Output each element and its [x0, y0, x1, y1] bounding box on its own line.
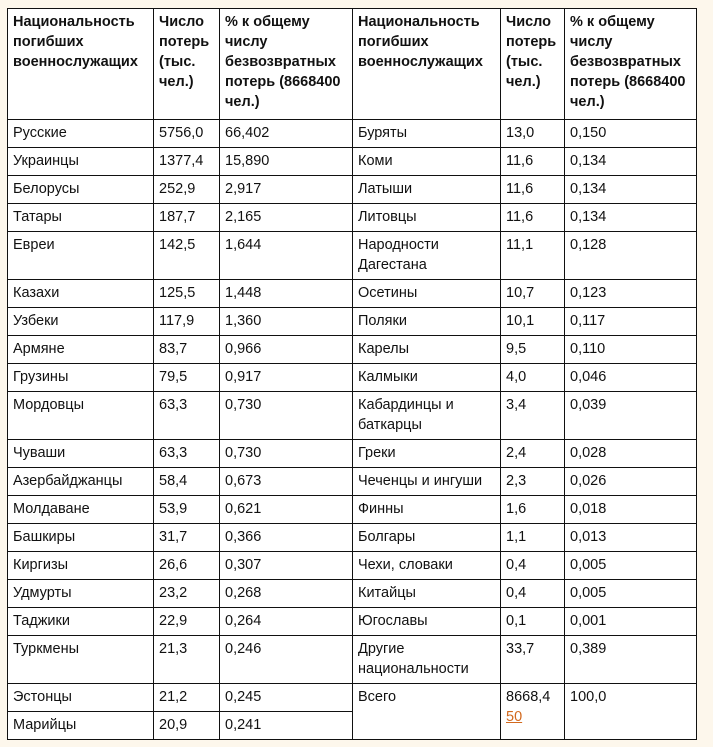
losses-cell: 125,5 — [154, 280, 220, 308]
losses-cell — [501, 120, 565, 148]
percent-cell: 0,123 — [565, 280, 697, 308]
losses-cell: 5756,0 — [154, 120, 220, 148]
nationality-cell: Калмыки — [353, 364, 501, 392]
nationality-cell: Кабардинцы и баткарцы — [353, 392, 501, 440]
losses-value: 1,6 — [506, 501, 527, 517]
table-row — [8, 204, 697, 232]
nationality-cell: Казахи — [8, 280, 154, 308]
table-row — [8, 440, 697, 468]
percent-cell: 0,013 — [565, 524, 697, 552]
losses-value: 11,1 — [506, 237, 534, 253]
percent-cell: 100,0 — [565, 684, 697, 740]
header-losses: Число потерь (тыс. чел.) — [154, 9, 220, 120]
percent-cell: 1,448 — [220, 280, 353, 308]
losses-cell: 63,3 — [154, 440, 220, 468]
header-row — [8, 9, 697, 120]
nationality-cell: Югославы — [353, 608, 501, 636]
percent-cell: 0,134 — [565, 176, 697, 204]
nationality-cell: Коми — [353, 148, 501, 176]
losses-cell — [501, 524, 565, 552]
percent-cell: 0,730 — [220, 392, 353, 440]
nationality-cell: Чуваши — [8, 440, 154, 468]
percent-cell: 0,917 — [220, 364, 353, 392]
table-row — [8, 148, 697, 176]
nationality-cell: Туркмены — [8, 636, 154, 684]
percent-cell: 0,134 — [565, 148, 697, 176]
table-row — [8, 608, 697, 636]
losses-cell — [501, 148, 565, 176]
percent-cell: 0,366 — [220, 524, 353, 552]
nationality-cell: Башкиры — [8, 524, 154, 552]
losses-cell — [501, 684, 565, 740]
nationality-cell: Латыши — [353, 176, 501, 204]
footnote-link[interactable]: 50 — [506, 709, 523, 725]
percent-cell: 0,245 — [220, 684, 353, 712]
losses-cell: 53,9 — [154, 496, 220, 524]
percent-cell: 0,134 — [565, 204, 697, 232]
losses-value: 3,4 — [506, 397, 527, 413]
header-percent: % к общему числу безвозвратных потерь (8668400 чел.) — [565, 9, 697, 120]
percent-cell: 0,110 — [565, 336, 697, 364]
percent-cell: 0,150 — [565, 120, 697, 148]
nationality-cell: Поляки — [353, 308, 501, 336]
nationality-cell: Грузины — [8, 364, 154, 392]
header-nationality: Национальность погибших военнослужащих — [353, 9, 501, 120]
losses-cell — [501, 232, 565, 280]
table-row — [8, 308, 697, 336]
losses-cell: 79,5 — [154, 364, 220, 392]
percent-cell: 0,005 — [565, 552, 697, 580]
table-row — [8, 468, 697, 496]
header-nationality: Национальность погибших военнослужащих — [8, 9, 154, 120]
table-row — [8, 336, 697, 364]
losses-value: 2,4 — [506, 445, 527, 461]
table-row — [8, 524, 697, 552]
percent-cell: 0,307 — [220, 552, 353, 580]
losses-value: 1,1 — [506, 529, 527, 545]
losses-cell — [501, 364, 565, 392]
losses-value: 8668,4 — [506, 689, 551, 705]
losses-cell: 117,9 — [154, 308, 220, 336]
nationality-cell: Узбеки — [8, 308, 154, 336]
losses-cell — [501, 608, 565, 636]
nationality-cell: Другие национальности — [353, 636, 501, 684]
losses-cell — [501, 392, 565, 440]
percent-cell: 1,644 — [220, 232, 353, 280]
nationality-cell: Карелы — [353, 336, 501, 364]
percent-cell: 0,389 — [565, 636, 697, 684]
percent-cell: 0,128 — [565, 232, 697, 280]
losses-cell — [501, 580, 565, 608]
table-row — [8, 684, 697, 712]
table-row — [8, 364, 697, 392]
nationality-cell: Марийцы — [8, 712, 154, 740]
percent-cell: 0,673 — [220, 468, 353, 496]
percent-cell: 0,730 — [220, 440, 353, 468]
nationality-cell: Армяне — [8, 336, 154, 364]
table-row — [8, 636, 697, 684]
losses-cell — [501, 308, 565, 336]
nationality-cell: Украинцы — [8, 148, 154, 176]
losses-cell: 63,3 — [154, 392, 220, 440]
losses-value: 11,6 — [506, 209, 534, 225]
table-row — [8, 120, 697, 148]
nationality-cell: Китайцы — [353, 580, 501, 608]
losses-value: 10,7 — [506, 285, 535, 301]
nationality-cell: Чеченцы и ингуши — [353, 468, 501, 496]
losses-cell — [501, 496, 565, 524]
nationality-cell: Азербайджанцы — [8, 468, 154, 496]
losses-cell: 83,7 — [154, 336, 220, 364]
losses-value: 2,3 — [506, 473, 527, 489]
losses-cell: 31,7 — [154, 524, 220, 552]
nationality-cell: Русские — [8, 120, 154, 148]
nationality-cell: Татары — [8, 204, 154, 232]
losses-value: 0,4 — [506, 557, 527, 573]
percent-cell: 0,046 — [565, 364, 697, 392]
table-row — [8, 176, 697, 204]
losses-cell — [501, 204, 565, 232]
nationality-cell: Эстонцы — [8, 684, 154, 712]
nationality-cell: Болгары — [353, 524, 501, 552]
losses-cell — [501, 336, 565, 364]
table-row — [8, 280, 697, 308]
losses-cell: 26,6 — [154, 552, 220, 580]
nationality-cell: Молдаване — [8, 496, 154, 524]
percent-cell: 0,117 — [565, 308, 697, 336]
nationality-cell: Финны — [353, 496, 501, 524]
losses-cell: 20,9 — [154, 712, 220, 740]
nationality-cell: Удмурты — [8, 580, 154, 608]
nationality-cell: Мордовцы — [8, 392, 154, 440]
percent-cell: 0,039 — [565, 392, 697, 440]
losses-cell — [501, 280, 565, 308]
nationality-cell: Буряты — [353, 120, 501, 148]
losses-cell — [501, 552, 565, 580]
losses-cell: 187,7 — [154, 204, 220, 232]
percent-cell: 66,402 — [220, 120, 353, 148]
header-losses: Число потерь (тыс. чел.) — [501, 9, 565, 120]
percent-cell: 2,917 — [220, 176, 353, 204]
percent-cell: 0,028 — [565, 440, 697, 468]
percent-cell: 0,026 — [565, 468, 697, 496]
nationality-cell: Осетины — [353, 280, 501, 308]
losses-cell — [501, 636, 565, 684]
nationality-cell: Всего — [353, 684, 501, 740]
losses-value: 10,1 — [506, 313, 535, 329]
losses-value: 0,1 — [506, 613, 527, 629]
losses-cell: 21,2 — [154, 684, 220, 712]
table-row — [8, 232, 697, 280]
percent-cell: 0,001 — [565, 608, 697, 636]
percent-cell: 0,264 — [220, 608, 353, 636]
nationality-cell: Греки — [353, 440, 501, 468]
header-percent: % к общему числу безвозвратных потерь (8668400 чел.) — [220, 9, 353, 120]
percent-cell: 0,246 — [220, 636, 353, 684]
losses-value: 13,0 — [506, 125, 535, 141]
losses-cell — [501, 440, 565, 468]
losses-value: 0,4 — [506, 585, 527, 601]
percent-cell: 0,241 — [220, 712, 353, 740]
losses-by-nationality-table — [7, 8, 697, 740]
losses-value: 4,0 — [506, 369, 527, 385]
nationality-cell: Белорусы — [8, 176, 154, 204]
losses-cell: 58,4 — [154, 468, 220, 496]
losses-cell: 21,3 — [154, 636, 220, 684]
table-row — [8, 552, 697, 580]
percent-cell: 0,621 — [220, 496, 353, 524]
percent-cell: 15,890 — [220, 148, 353, 176]
percent-cell: 0,018 — [565, 496, 697, 524]
losses-value: 33,7 — [506, 641, 535, 657]
losses-cell: 142,5 — [154, 232, 220, 280]
percent-cell: 0,005 — [565, 580, 697, 608]
percent-cell: 2,165 — [220, 204, 353, 232]
losses-cell: 252,9 — [154, 176, 220, 204]
nationality-cell: Чехи, словаки — [353, 552, 501, 580]
losses-value: 11,6 — [506, 153, 534, 169]
losses-cell — [501, 468, 565, 496]
nationality-cell: Таджики — [8, 608, 154, 636]
losses-cell: 1377,4 — [154, 148, 220, 176]
losses-cell: 22,9 — [154, 608, 220, 636]
losses-value: 11,6 — [506, 181, 534, 197]
percent-cell: 0,966 — [220, 336, 353, 364]
percent-cell: 0,268 — [220, 580, 353, 608]
nationality-cell: Евреи — [8, 232, 154, 280]
losses-cell: 23,2 — [154, 580, 220, 608]
table-row — [8, 580, 697, 608]
nationality-cell: Народности Дагестана — [353, 232, 501, 280]
nationality-cell: Литовцы — [353, 204, 501, 232]
percent-cell: 1,360 — [220, 308, 353, 336]
losses-cell — [501, 176, 565, 204]
table-row — [8, 392, 697, 440]
losses-value: 9,5 — [506, 341, 527, 357]
nationality-cell: Киргизы — [8, 552, 154, 580]
table-row — [8, 496, 697, 524]
